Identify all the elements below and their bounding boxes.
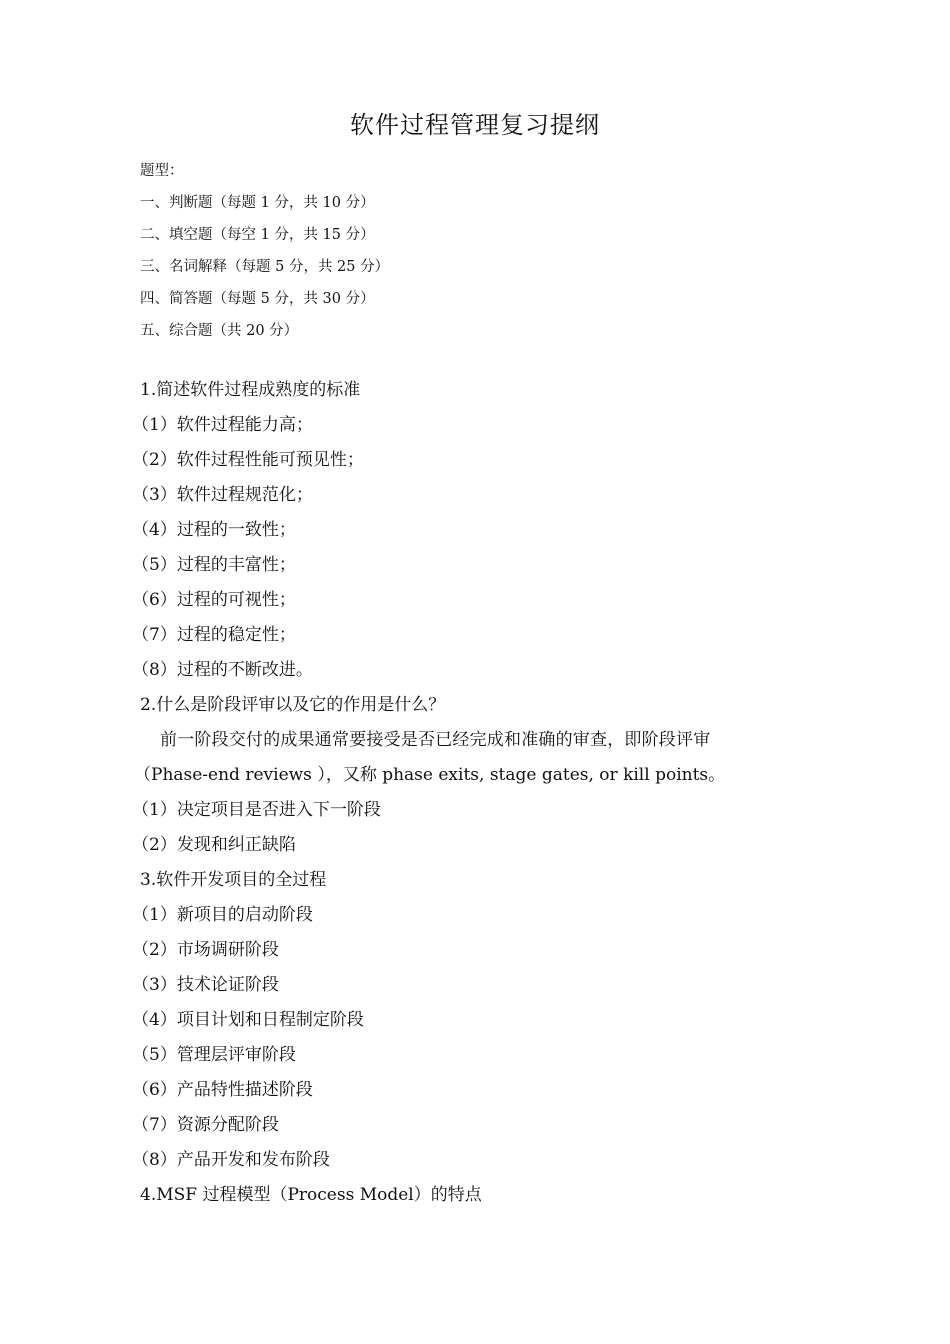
question-2-paragraph-line: （Phase-end reviews ），又称 phase exits, stage gates, or kill points。 xyxy=(134,765,726,785)
list-item: （1）软件过程能力高； xyxy=(132,415,313,435)
question-3-heading: 3.软件开发项目的全过程 xyxy=(140,870,327,890)
document-title: 软件过程管理复习提纲 xyxy=(350,111,600,139)
list-item: （1）决定项目是否进入下一阶段 xyxy=(132,800,381,820)
list-item: （2）发现和纠正缺陷 xyxy=(132,835,296,855)
list-item: （8）产品开发和发布阶段 xyxy=(132,1150,330,1170)
list-item: （2）市场调研阶段 xyxy=(132,940,279,960)
question-type-item: 五、综合题（共 20 分） xyxy=(140,323,299,339)
list-item: （4）过程的一致性； xyxy=(132,520,296,540)
list-item: （1）新项目的启动阶段 xyxy=(132,905,313,925)
question-types-section xyxy=(140,155,840,347)
list-item: （3）技术论证阶段 xyxy=(132,975,279,995)
question-2-heading: 2.什么是阶段评审以及它的作用是什么？ xyxy=(140,695,446,715)
list-item: （5）过程的丰富性； xyxy=(132,555,296,575)
question-2-paragraph-line: 前一阶段交付的成果通常要接受是否已经完成和准确的审查，即阶段评审 xyxy=(160,730,711,750)
question-4-heading: 4.MSF 过程模型（Process Model）的特点 xyxy=(140,1185,482,1205)
list-item: （4）项目计划和日程制定阶段 xyxy=(132,1010,364,1030)
list-item: （2）软件过程性能可预见性； xyxy=(132,450,364,470)
question-type-item: 四、简答题（每题 5 分，共 30 分） xyxy=(140,291,375,307)
question-types-heading: 题型： xyxy=(140,163,184,179)
question-1-heading: 1.简述软件过程成熟度的标准 xyxy=(140,380,361,400)
list-item: （6）产品特性描述阶段 xyxy=(132,1080,313,1100)
question-type-item: 一、判断题（每题 1 分，共 10 分） xyxy=(140,195,375,211)
list-item: （6）过程的可视性； xyxy=(132,590,296,610)
list-item: （7）资源分配阶段 xyxy=(132,1115,279,1135)
outline-body xyxy=(132,373,815,1213)
question-type-item: 二、填空题（每空 1 分，共 15 分） xyxy=(140,227,375,243)
list-item: （7）过程的稳定性； xyxy=(132,625,296,645)
list-item: （8）过程的不断改进。 xyxy=(132,660,313,680)
list-item: （3）软件过程规范化； xyxy=(132,485,313,505)
list-item: （5）管理层评审阶段 xyxy=(132,1045,296,1065)
question-type-item: 三、名词解释（每题 5 分，共 25 分） xyxy=(140,259,390,275)
